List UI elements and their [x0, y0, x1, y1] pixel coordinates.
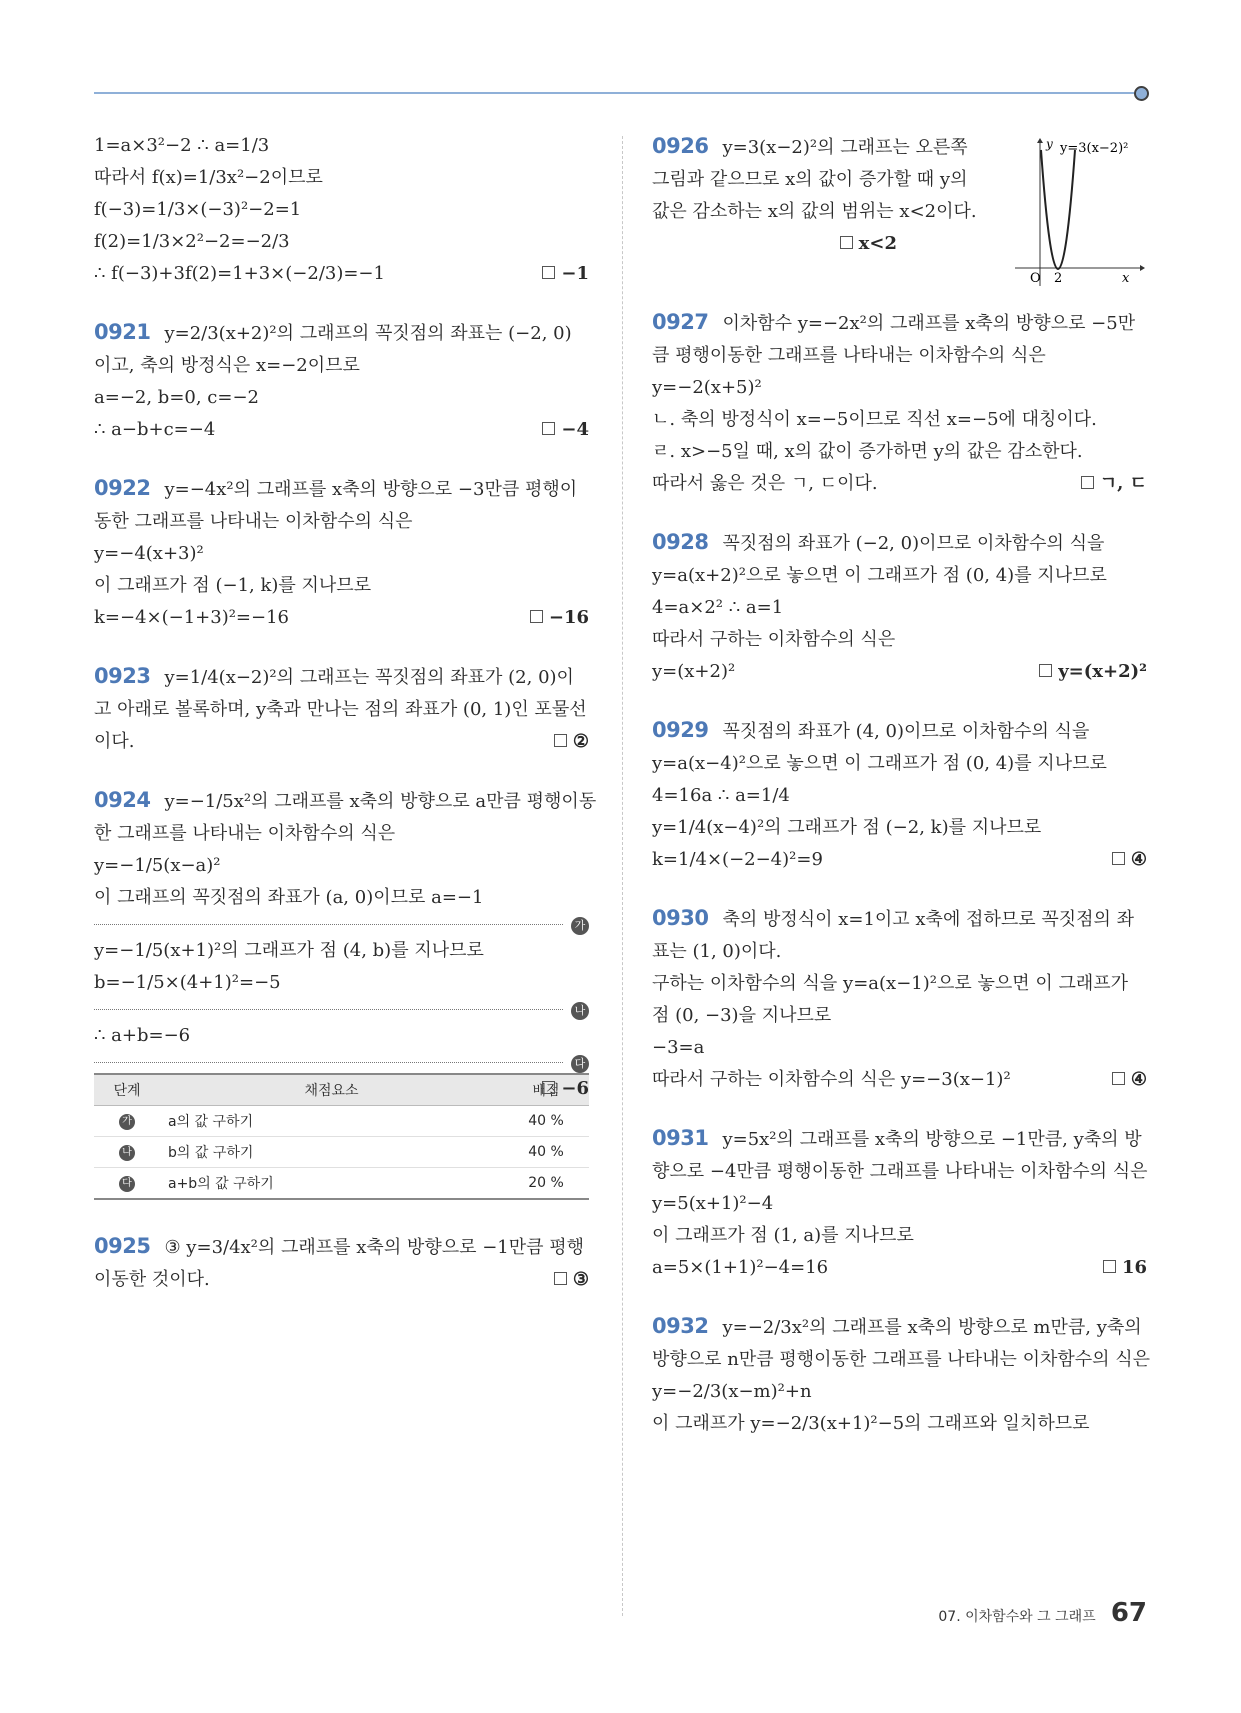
solution-line	[652, 844, 1147, 876]
solution-line	[652, 936, 1147, 968]
solution-line	[652, 560, 1147, 592]
graph-func-label: y=3(x−2)²	[1060, 141, 1129, 156]
problem-number: 0930	[652, 906, 709, 930]
step-marker: 가	[119, 1114, 135, 1130]
solution-line	[94, 316, 589, 350]
solution-line	[94, 570, 589, 602]
line-text: y=5x²의 그래프를 x축의 방향으로 −1만큼, y축의 방	[722, 1129, 1142, 1150]
solution-line	[94, 258, 589, 290]
line-text: 이고, 축의 방정식은 x=−2이므로	[94, 355, 360, 376]
line-text: k=−4×(−1+3)²=−16	[94, 607, 290, 628]
chapter-title: 07. 이차함수와 그 그래프	[938, 1609, 1096, 1625]
answer-value: ㄱ, ㄷ	[1099, 473, 1147, 494]
step-marker: 나	[119, 1145, 135, 1161]
line-text: 축의 방정식이 x=1이고 x축에 접하므로 꼭짓점의 좌	[722, 909, 1134, 930]
answer-icon	[554, 1272, 567, 1285]
solution-line	[94, 967, 589, 999]
line-text: y=5(x+1)²−4	[652, 1193, 774, 1214]
line-text: 이다.	[94, 731, 135, 752]
answer-icon	[542, 422, 555, 435]
line-text: 꼭짓점의 좌표가 (4, 0)이므로 이차함수의 식을	[722, 721, 1090, 742]
answer-mark	[1039, 656, 1147, 688]
answer-mark	[530, 602, 589, 634]
line-text: y=−2(x+5)²	[652, 377, 762, 398]
table-score: 40 %	[503, 1137, 589, 1168]
solution-line	[652, 812, 1147, 844]
solution-line	[94, 1020, 589, 1052]
line-text: 따라서 f(x)=1/3x²−2이므로	[94, 167, 323, 188]
solution-line	[652, 780, 1147, 812]
solution-line	[94, 784, 597, 818]
step-marker: 다	[571, 1055, 589, 1073]
solution-line	[94, 1264, 589, 1296]
spacer	[652, 876, 1147, 902]
graph-x-label: x	[1122, 271, 1130, 286]
line-text: y=2/3(x+2)²의 그래프의 꼭짓점의 좌표는 (−2, 0)	[164, 323, 572, 344]
line-text: f(−3)=1/3×(−3)²−2=1	[94, 199, 302, 220]
solution-line	[652, 592, 1147, 624]
solution-line	[94, 602, 589, 634]
solution-line	[94, 414, 589, 446]
table-item: a+b의 값 구하기	[160, 1168, 503, 1200]
line-text: 1=a×3²−2 ∴ a=1/3	[94, 135, 270, 156]
answer-mark	[1103, 1252, 1147, 1284]
line-text: 4=16a ∴ a=1/4	[652, 785, 790, 806]
line-text: 구하는 이차함수의 식을 y=a(x−1)²으로 놓으면 이 그래프가	[652, 973, 1129, 994]
solution-line	[94, 162, 589, 194]
answer-icon	[542, 1081, 555, 1094]
answer-icon	[1103, 1260, 1116, 1273]
line-text: −3=a	[652, 1037, 705, 1058]
line-text: 따라서 구하는 이차함수의 식은 y=−3(x−1)²	[652, 1069, 1011, 1090]
solution-line	[94, 382, 589, 414]
line-text: y=1/4(x−4)²의 그래프가 점 (−2, k)를 지나므로	[652, 817, 1042, 838]
step-marker: 다	[119, 1176, 135, 1192]
line-text: y=a(x+2)²으로 놓으면 이 그래프가 점 (0, 4)를 지나므로	[652, 565, 1107, 586]
line-text: a=5×(1+1)²−4=16	[652, 1257, 829, 1278]
line-text: 이 그래프가 y=−2/3(x+1)²−5의 그래프와 일치하므로	[652, 1413, 1090, 1434]
solution-line	[94, 818, 589, 850]
line-text: y=−2/3x²의 그래프를 x축의 방향으로 m만큼, y축의	[722, 1317, 1142, 1338]
line-text: 한 그래프를 나타내는 이차함수의 식은	[94, 823, 396, 844]
problem-number: 0925	[94, 1234, 151, 1258]
line-text: 이 그래프가 점 (−1, k)를 지나므로	[94, 575, 372, 596]
line-text: 동한 그래프를 나타내는 이차함수의 식은	[94, 511, 413, 532]
answer-value: −4	[561, 419, 589, 440]
answer-icon	[530, 610, 543, 623]
solution-line	[94, 538, 589, 570]
line-text: a=−2, b=0, c=−2	[94, 387, 259, 408]
line-text: y=a(x−4)²으로 놓으면 이 그래프가 점 (0, 4)를 지나므로	[652, 753, 1107, 774]
problem-number: 0922	[94, 476, 151, 500]
line-text: 큼 평행이동한 그래프를 나타내는 이차함수의 식은	[652, 345, 1046, 366]
top-rule-dot	[1134, 86, 1149, 101]
solution-line	[94, 660, 589, 694]
table-header: 채점요소	[160, 1074, 503, 1106]
graph-x-arrow	[1140, 265, 1145, 271]
answer-mark	[1081, 468, 1147, 500]
line-text: 이 그래프가 점 (1, a)를 지나므로	[652, 1225, 914, 1246]
answer-mark	[554, 726, 589, 758]
solution-line	[652, 1156, 1147, 1188]
graph-parabola	[1041, 150, 1075, 269]
line-text: ∴ f(−3)+3f(2)=1+3×(−2/3)=−1	[94, 263, 385, 284]
line-text: y=−4(x+3)²	[94, 543, 204, 564]
solution-line	[652, 526, 1147, 560]
solution-line	[652, 656, 1147, 688]
problem-number: 0921	[94, 320, 151, 344]
table-row	[94, 1106, 589, 1137]
spacer	[652, 1284, 1147, 1310]
solution-line	[652, 748, 1147, 780]
answer-value: −1	[561, 263, 589, 284]
spacer	[94, 634, 589, 660]
table-header: 배점	[503, 1074, 589, 1106]
solution-line	[652, 1376, 1147, 1408]
solution-line	[652, 1408, 1147, 1440]
step-separator	[94, 919, 586, 932]
line-text: 표는 (1, 0)이다.	[652, 941, 782, 962]
spacer	[652, 500, 1147, 526]
solution-line	[652, 1032, 1147, 1064]
line-text: y=−1/5x²의 그래프를 x축의 방향으로 a만큼 평행이동	[164, 791, 597, 812]
line-text: 이동한 것이다.	[94, 1269, 210, 1290]
line-text: f(2)=1/3×2²−2=−2/3	[94, 231, 290, 252]
problem-number: 0931	[652, 1126, 709, 1150]
line-text: ∴ a+b=−6	[94, 1025, 191, 1046]
solution-line	[652, 1000, 1147, 1032]
line-text: 꼭짓점의 좌표가 (−2, 0)이므로 이차함수의 식을	[722, 533, 1105, 554]
line-text: 이 그래프의 꼭짓점의 좌표가 (a, 0)이므로 a=−1	[94, 887, 484, 908]
answer-icon	[840, 236, 853, 249]
line-text: ③ y=3/4x²의 그래프를 x축의 방향으로 −1만큼 평행	[164, 1237, 585, 1258]
line-text: y=(x+2)²	[652, 661, 736, 682]
solution-line	[94, 506, 589, 538]
solution-line	[94, 194, 589, 226]
answer-value: ④	[1130, 1069, 1147, 1090]
page-footer	[938, 1598, 1147, 1628]
solution-line	[652, 1344, 1151, 1376]
table-row	[94, 1168, 589, 1200]
solution-line	[652, 340, 1147, 372]
solution-line	[652, 1252, 1147, 1284]
answer-mark	[554, 1264, 589, 1296]
solution-line	[94, 726, 589, 758]
solution-line	[94, 130, 589, 162]
problem-number: 0924	[94, 788, 151, 812]
problem-number: 0928	[652, 530, 709, 554]
answer-icon	[1112, 852, 1125, 865]
spacer	[652, 688, 1147, 714]
answer-value: x<2	[858, 233, 897, 254]
problem-number: 0926	[652, 134, 709, 158]
line-text: y=−2/3(x−m)²+n	[652, 1381, 812, 1402]
right-column	[652, 130, 1151, 1440]
solution-line	[652, 372, 1147, 404]
spacer	[94, 290, 589, 316]
step-marker: 가	[571, 917, 589, 935]
spacer	[94, 758, 589, 784]
scoring-table	[94, 1073, 589, 1200]
line-text: y=3(x−2)²의 그래프는 오른쪽	[722, 137, 968, 158]
table-score: 20 %	[503, 1168, 589, 1200]
solution-line	[94, 226, 589, 258]
solution-line	[652, 1310, 1147, 1344]
solution-line	[652, 1064, 1147, 1096]
problem-number: 0929	[652, 718, 709, 742]
solution-line	[94, 882, 589, 914]
problem-number: 0932	[652, 1314, 709, 1338]
answer-icon	[1112, 1072, 1125, 1085]
answer-icon	[1039, 664, 1052, 677]
answer-mark	[1112, 1064, 1147, 1096]
problem-number: 0923	[94, 664, 151, 688]
solution-line	[652, 714, 1147, 748]
line-text: 값은 감소하는 x의 값의 범위는 x<2이다.	[652, 201, 977, 222]
answer-mark	[542, 1073, 589, 1105]
graph-origin: O	[1030, 271, 1041, 286]
solution-line	[652, 968, 1147, 1000]
graph-tick-2: 2	[1054, 271, 1063, 286]
graph-y-arrow	[1037, 138, 1043, 143]
answer-icon	[554, 734, 567, 747]
line-text: 이차함수 y=−2x²의 그래프를 x축의 방향으로 −5만	[722, 313, 1136, 334]
solution-line	[652, 404, 1147, 436]
table-row	[94, 1137, 589, 1168]
answer-icon	[1081, 476, 1094, 489]
solution-line	[94, 850, 589, 882]
solution-line	[652, 306, 1147, 340]
table-score: 40 %	[503, 1106, 589, 1137]
line-text: ㄹ. x>−5일 때, x의 값이 증가하면 y의 값은 감소한다.	[652, 441, 1083, 462]
line-text: 방향으로 n만큼 평행이동한 그래프를 나타내는 이차함수의 식은	[652, 1349, 1151, 1370]
table-header: 단계	[94, 1074, 160, 1106]
line-text: y=1/4(x−2)²의 그래프는 꼭짓점의 좌표가 (2, 0)이	[164, 667, 574, 688]
answer-value: ③	[572, 1269, 589, 1290]
top-rule	[94, 92, 1134, 94]
graph-y-label: y	[1046, 138, 1053, 151]
solution-line	[652, 624, 1147, 656]
line-text: 그림과 같으므로 x의 값이 증가할 때 y의	[652, 169, 968, 190]
line-text: 4=a×2² ∴ a=1	[652, 597, 784, 618]
answer-mark	[542, 258, 589, 290]
solution-line	[94, 472, 589, 506]
solution-line	[94, 694, 589, 726]
line-text: k=1/4×(−2−4)²=9	[652, 849, 823, 870]
column-divider	[622, 136, 623, 1616]
line-text: 점 (0, −3)을 지나므로	[652, 1005, 832, 1026]
left-column	[94, 130, 597, 1296]
spacer	[94, 446, 589, 472]
answer-value: −6	[561, 1078, 589, 1099]
line-text: 고 아래로 볼록하며, y축과 만나는 점의 좌표가 (0, 1)인 포물선	[94, 699, 587, 720]
solution-line	[652, 1220, 1147, 1252]
answer-mark	[1112, 844, 1147, 876]
step-separator	[94, 1057, 586, 1070]
line-text: b=−1/5×(4+1)²=−5	[94, 972, 281, 993]
page-number: 67	[1110, 1598, 1147, 1628]
line-text: y=−4x²의 그래프를 x축의 방향으로 −3만큼 평행이	[164, 479, 578, 500]
solution-line	[652, 1122, 1147, 1156]
answer-icon	[542, 266, 555, 279]
line-text: ㄴ. 축의 방정식이 x=−5이므로 직선 x=−5에 대칭이다.	[652, 409, 1097, 430]
answer-mark	[840, 228, 897, 260]
line-text: 따라서 옳은 것은 ㄱ, ㄷ이다.	[652, 473, 878, 494]
solution-line	[652, 436, 1147, 468]
solution-line	[94, 350, 589, 382]
line-text: y=−1/5(x−a)²	[94, 855, 221, 876]
solution-line	[652, 902, 1147, 936]
solution-line	[652, 1188, 1147, 1220]
answer-mark	[542, 414, 589, 446]
step-separator	[94, 1004, 586, 1017]
line-text: ∴ a−b+c=−4	[94, 419, 216, 440]
spacer	[652, 1096, 1147, 1122]
line-text: 향으로 −4만큼 평행이동한 그래프를 나타내는 이차함수의 식은	[652, 1161, 1148, 1182]
solution-line	[652, 468, 1147, 500]
spacer	[94, 1200, 589, 1230]
problem-number: 0927	[652, 310, 709, 334]
solution-line	[94, 1230, 589, 1264]
table-item: a의 값 구하기	[160, 1106, 503, 1137]
answer-value: 16	[1121, 1257, 1147, 1278]
answer-value: y=(x+2)²	[1058, 661, 1147, 682]
line-text: 따라서 구하는 이차함수의 식은	[652, 629, 896, 650]
parabola-graph	[1010, 138, 1145, 288]
answer-value: ④	[1130, 849, 1147, 870]
table-item: b의 값 구하기	[160, 1137, 503, 1168]
answer-value: −16	[548, 607, 589, 628]
answer-value: ②	[572, 731, 589, 752]
solution-line	[94, 935, 589, 967]
line-text: y=−1/5(x+1)²의 그래프가 점 (4, b)를 지나므로	[94, 940, 484, 961]
step-marker: 나	[571, 1002, 589, 1020]
